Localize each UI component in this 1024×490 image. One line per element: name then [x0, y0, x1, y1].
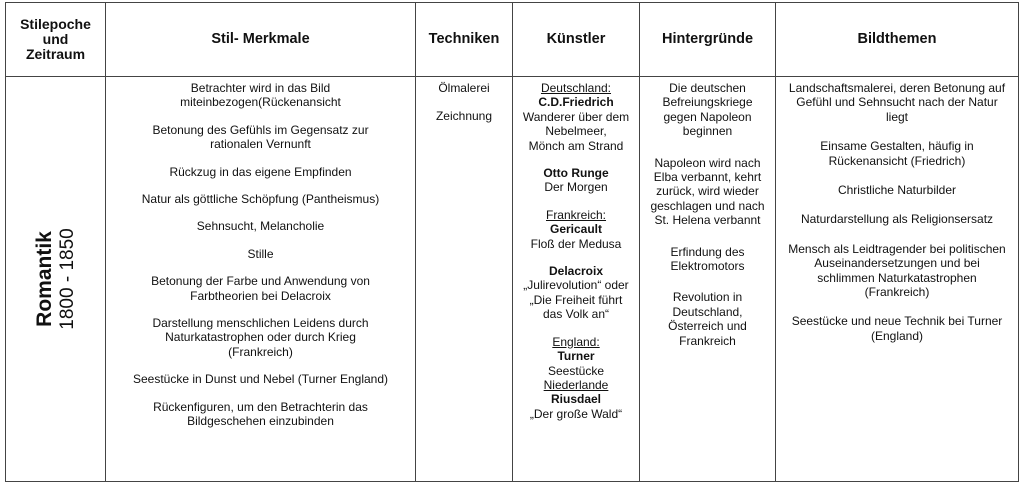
feature-item: Seestücke in Dunst und Nebel (Turner England) — [132, 372, 389, 387]
theme-item: Einsame Gestalten, häufig in Rückenansicht (Friedrich) — [820, 139, 974, 168]
theme-item: Christliche Naturbilder — [837, 183, 957, 198]
features-cell — [106, 77, 416, 482]
header-techniques: Techniken — [416, 3, 513, 77]
feature-item: Natur als göttliche Schöpfung (Pantheismus) — [141, 192, 380, 207]
artwork-title: Seestücke — [547, 363, 605, 378]
techniques-cell — [416, 77, 513, 482]
header-themes: Bildthemen — [776, 3, 1019, 77]
background-item: Revolution in Deutschland, Österreich und Frankreich — [668, 290, 747, 348]
header-row — [6, 3, 1019, 77]
header-artists: Künstler — [513, 3, 640, 77]
artist-name: Riusdael — [550, 392, 601, 407]
content-row — [6, 77, 1019, 482]
artwork-title: „Die Freiheit führt — [529, 292, 623, 307]
artwork-title: Der Morgen — [544, 180, 608, 195]
artist-name: Gericault — [549, 222, 603, 237]
feature-item: Rückzug in das eigene Empfinden — [169, 164, 352, 179]
artwork-title: „Julirevolution“ oder — [523, 278, 629, 293]
artist-name: Otto Runge — [543, 166, 609, 181]
artwork-title: das Volk an“ — [542, 307, 610, 322]
header-features: Stil- Merkmale — [106, 3, 416, 77]
feature-item: Sehnsucht, Melancholie — [196, 219, 325, 234]
theme-item: Mensch als Leidtragender bei politischen Auseinandersetzungen und bei schlimmen Naturkatastrophen (Frankreich) — [788, 241, 1006, 300]
feature-item: Betonung der Farbe und Anwendung von Farbtheorien bei Delacroix — [151, 274, 370, 303]
artwork-title: Floß der Medusa — [530, 236, 622, 251]
country-label: Frankreich: — [545, 207, 607, 222]
theme-item: Landschaftsmalerei, deren Betonung auf Gefühl und Sehnsucht nach der Natur liegt — [788, 81, 1006, 124]
era-years: 1800 - 1850 — [56, 228, 78, 330]
country-label: Deutschland: — [540, 81, 612, 95]
technique-item: Ölmalerei — [438, 81, 490, 95]
country-label: Niederlande — [543, 377, 609, 392]
artist-name: Turner — [557, 349, 595, 364]
country-label: England: — [552, 334, 600, 349]
era-name: Romantik — [32, 231, 56, 327]
feature-item: Betrachter wird in das Bild miteinbezogen(Rückenansicht — [180, 81, 341, 110]
feature-item: Darstellung menschlichen Leidens durch Naturkatastrophen oder durch Krieg (Frankreich) — [152, 316, 369, 359]
artwork-title: Wanderer über dem Nebelmeer, — [522, 109, 630, 139]
technique-item: Zeichnung — [435, 109, 493, 124]
artwork-title: Mönch am Strand — [528, 138, 624, 153]
artwork-title: „Der große Wald“ — [529, 406, 623, 421]
era-cell — [6, 77, 106, 482]
artist-name: Delacroix — [548, 264, 604, 279]
romanticism-table — [5, 2, 1019, 482]
background-item: Die deutschen Befreiungskriege gegen Napoleon beginnen — [662, 81, 753, 139]
backgrounds-cell — [640, 77, 776, 482]
feature-item: Rückenfiguren, um den Betrachterin das Bildgeschehen einzubinden — [153, 399, 368, 429]
artist-name: C.D.Friedrich — [538, 95, 614, 110]
header-era: Stilepoche und Zeitraum — [6, 3, 106, 77]
artists-cell — [513, 77, 640, 482]
era-label — [33, 228, 79, 329]
feature-item: Stille — [247, 246, 274, 261]
themes-cell — [776, 77, 1019, 482]
background-item: Napoleon wird nach Elba verbannt, kehrt zurück, wird wieder geschlagen und nach St. Helena verbannt — [650, 155, 765, 228]
theme-item: Naturdarstellung als Religionsersatz — [800, 212, 994, 227]
header-backgrounds: Hintergründe — [640, 3, 776, 77]
theme-item: Seestücke und neue Technik bei Turner (England) — [791, 314, 1003, 343]
feature-item: Betonung des Gefühls im Gegensatz zur rationalen Vernunft — [152, 122, 369, 152]
background-item: Erfindung des Elektromotors — [670, 244, 745, 274]
